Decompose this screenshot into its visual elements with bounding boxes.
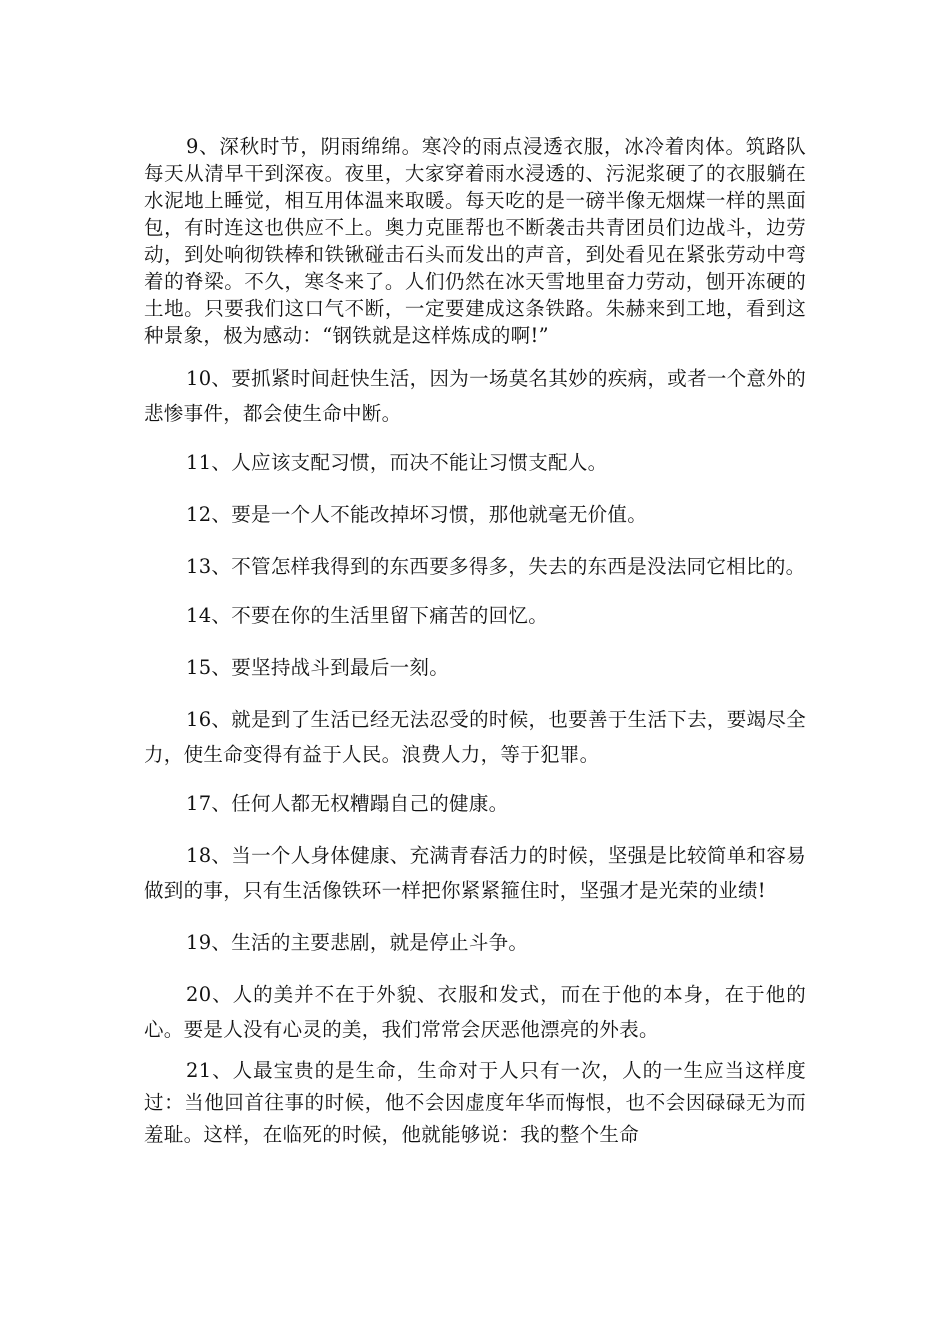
paragraph-17: 17、任何人都无权糟蹋自己的健康。	[186, 792, 509, 815]
paragraph-16: 16、就是到了生活已经无法忍受的时候，也要善于生活下去，要竭尽全力，使生命变得有益于人民。浪费人力，等于犯罪。	[144, 708, 806, 766]
paragraph-19: 19、生活的主要悲剧，就是停止斗争。	[186, 931, 529, 954]
paragraph-10: 10、要抓紧时间赶快生活，因为一场莫名其妙的疾病，或者一个意外的悲惨事件，都会使生命中断。	[144, 367, 806, 425]
paragraph-20: 20、人的美并不在于外貌、衣服和发式，而在于他的本身，在于他的心。要是人没有心灵的美，我们常常会厌恶他漂亮的外表。	[144, 983, 806, 1041]
document-body	[144, 133, 806, 1151]
paragraph-9: 9、深秋时节，阴雨绵绵。寒冷的雨点浸透衣服，冰冷着肉体。筑路队每天从清早干到深夜。夜里，大家穿着雨水浸透的、污泥浆硬了的衣服躺在水泥地上睡觉，相互用体温来取暖。每天吃的是一磅半像无烟煤一样的黑面包，有时连这也供应不上。奥力克匪帮也不断袭击共青团员们边战斗，边劳动，到处响彻铁棒和铁锹碰击石头而发出的声音，到处看见在紧张劳动中弯着的脊梁。不久，寒冬来了。人们仍然在冰天雪地里奋力劳动，刨开冻硬的土地。只要我们这口气不断，一定要建成这条铁路。朱赫来到工地，看到这种景象，极为感动：“钢铁就是这样炼成的啊!”	[144, 135, 806, 347]
paragraph-21: 21、人最宝贵的是生命，生命对于人只有一次，人的一生应当这样度过：当他回首往事的时候，他不会因虚度年华而悔恨，也不会因碌碌无为而羞耻。这样，在临死的时候，他就能够说：我的整个生命	[144, 1059, 806, 1146]
paragraph-14: 14、不要在你的生活里留下痛苦的回忆。	[186, 604, 549, 627]
paragraph-18: 18、当一个人身体健康、充满青春活力的时候，坚强是比较简单和容易做到的事，只有生活像铁环一样把你紧紧箍住时，坚强才是光荣的业绩!	[144, 844, 806, 902]
paragraph-13: 13、不管怎样我得到的东西要多得多，失去的东西是没法同它相比的。	[186, 555, 806, 578]
paragraph-11: 11、人应该支配习惯，而决不能让习惯支配人。	[186, 451, 608, 474]
paragraph-15: 15、要坚持战斗到最后一刻。	[186, 656, 450, 679]
paragraph-12: 12、要是一个人不能改掉坏习惯，那他就毫无价值。	[186, 503, 648, 526]
